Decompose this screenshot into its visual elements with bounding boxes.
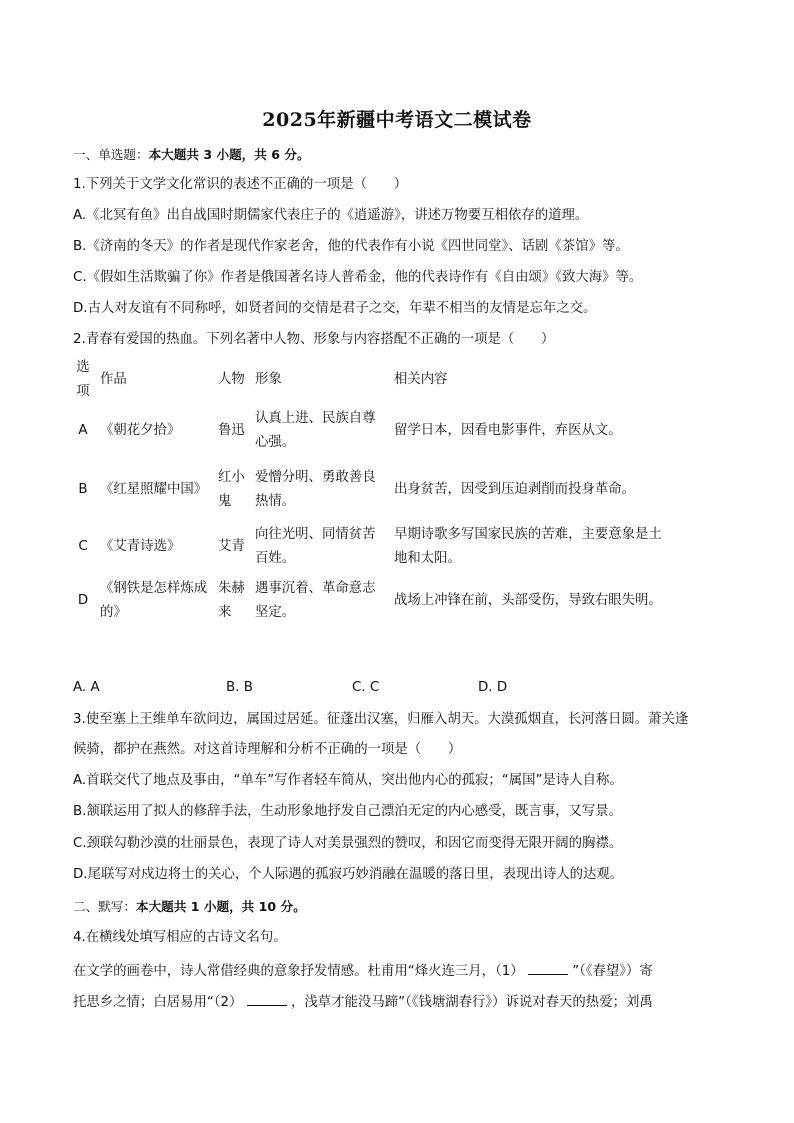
table-cell: B (78, 482, 88, 497)
section-1-label: 一、单选题： (73, 147, 149, 162)
table-cell: 艾青 (218, 539, 245, 554)
section-1-desc: 本大题共 3 小题，共 6 分。 (148, 147, 310, 162)
table-row (70, 522, 694, 572)
q4-stem: 4.在横线处填写相应的古诗文名句。 (73, 930, 287, 945)
q1-stem: 1.下列关于文学文化常识的表述不正确的一项是（ ） (73, 177, 408, 192)
q3-option-a: A.首联交代了地点及事由，“单车”写作者轻车简从，突出他内心的孤寂；“属国”是诗人自称。 (73, 773, 623, 788)
q1-option-c: C.《假如生活欺骗了你》作者是俄国著名诗人普希金，他的代表诗作有《自由颂》《致大海》等。 (73, 270, 643, 285)
table-cell: 《钢铁是怎样炼成 的》 (100, 581, 208, 620)
table-cell: 《艾青诗选》 (100, 539, 181, 554)
q2-option-c: C. C (352, 680, 380, 695)
table-header-cell: 作品 (100, 372, 127, 387)
table-cell: 爱憎分明、勇敢善良 热情。 (255, 470, 376, 509)
table-cell: 战场上冲锋在前，头部受伤，导致右眼失明。 (394, 593, 662, 608)
table-cell: 早期诗歌多写国家民族的苦难，主要意象是土 地和太阳。 (394, 527, 662, 566)
section-1-heading (73, 146, 310, 164)
table-header-cell: 选 项 (76, 360, 90, 399)
exam-title: 2025年新疆中考语文二模试卷 (262, 109, 532, 131)
q4-paragraph-line-1 (73, 960, 653, 981)
q4-text: ，浅草才能没马蹄”（《钱塘湖春行》）诉说对春天的热爱；刘禹 (290, 995, 653, 1010)
table-row (70, 458, 694, 522)
table-cell: 《朝花夕拾》 (100, 423, 181, 438)
q2-option-d: D. D (478, 680, 508, 695)
q2-table (70, 356, 694, 630)
table-header-cell: 人物 (218, 372, 245, 387)
table-cell: 《红星照耀中国》 (100, 482, 208, 497)
answer-blank-1[interactable] (528, 960, 568, 975)
answer-blank-2[interactable] (247, 991, 287, 1006)
table-row (70, 404, 694, 458)
q2-option-b: B. B (226, 680, 253, 695)
q3-stem-line-1: 3.使至塞上王维单车欲问边，属国过居延。征蓬出汉塞，归雁入胡天。大漠孤烟直，长河落日圆。萧关逢 (73, 712, 689, 727)
q4-text: 托思乡之情；白居易用“（2） (73, 995, 243, 1010)
table-row (70, 572, 694, 630)
table-cell: 向往光明、同情贫苦 百姓。 (255, 527, 376, 566)
table-header-cell: 相关内容 (394, 372, 448, 387)
table-cell: 鲁迅 (218, 423, 245, 438)
table-cell: 出身贫苦，因受到压迫剥削而投身革命。 (394, 482, 636, 497)
q1-option-a: A.《北冥有鱼》出自战国时期儒家代表庄子的《逍遥游》，讲述万物要互相依存的道理。 (73, 208, 589, 223)
table-cell: A (78, 423, 88, 438)
q3-option-c: C.颈联勾勒沙漠的壮丽景色，表现了诗人对美景强烈的赞叹，和因它而变得无限开阔的胸襟。 (73, 836, 623, 851)
table-header-cell: 形象 (255, 372, 282, 387)
q2-stem: 2.青春有爱国的热血。下列名著中人物、形象与内容搭配不正确的一项是（ ） (73, 332, 555, 347)
q3-option-d: D.尾联写对戍边将士的关心，个人际遇的孤寂巧妙消融在温暖的落日里，表现出诗人的达观。 (73, 867, 624, 882)
table-header-row (70, 356, 694, 404)
q1-option-b: B.《济南的冬天》的作者是现代作家老舍，他的代表作有小说《四世同堂》、话剧《茶馆》等。 (73, 239, 629, 254)
table-cell: 红小 鬼 (218, 470, 245, 509)
table-cell: 遇事沉着、革命意志 坚定。 (255, 581, 376, 620)
table-cell: 留学日本，因看电影事件，弃医从文。 (394, 423, 622, 438)
section-2-label: 二、默写： (73, 899, 136, 914)
q4-text: 在文学的画卷中，诗人常借经典的意象抒发情感。杜甫用“烽火连三月，（1） (73, 964, 524, 979)
table-cell: C (78, 539, 88, 554)
table-cell: 朱赫 来 (218, 581, 245, 620)
table-cell: D (77, 593, 89, 608)
q4-text: ”（《春望》）寄 (572, 964, 653, 979)
q3-stem-line-2: 候骑，都护在燕然。对这首诗理解和分析不正确的一项是（ ） (73, 742, 462, 757)
table-cell: 认真上进、民族自尊 心强。 (255, 411, 376, 450)
q2-option-a: A. A (73, 680, 100, 695)
q3-option-b: B.颔联运用了拟人的修辞手法，生动形象地抒发自己漂泊无定的内心感受，既言事，又写景。 (73, 804, 623, 819)
q4-paragraph-line-2 (73, 991, 653, 1012)
q1-option-d: D.古人对友谊有不同称呼，如贤者间的交情是君子之交，年辈不相当的友情是忘年之交。 (73, 301, 597, 316)
section-2-desc: 本大题共 1 小题，共 10 分。 (135, 899, 306, 914)
section-2-heading (73, 898, 306, 916)
